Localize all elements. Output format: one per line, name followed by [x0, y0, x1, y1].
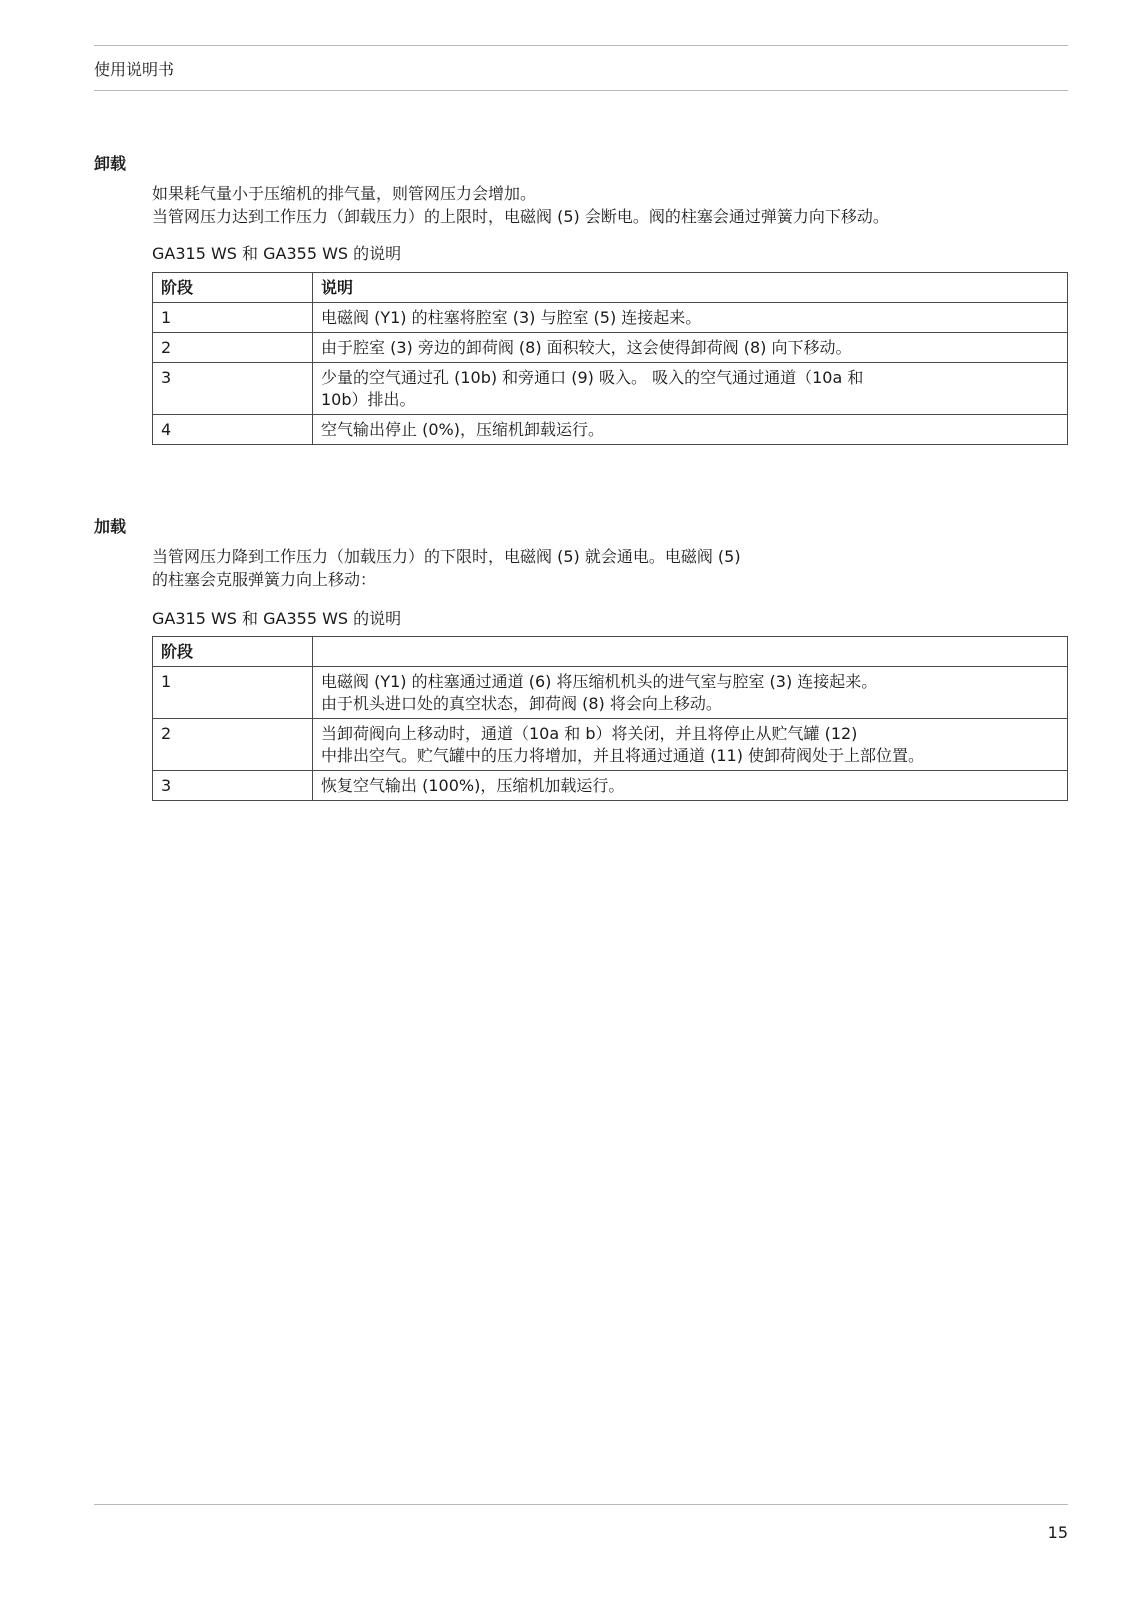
- table-row: [153, 771, 1068, 801]
- stage-cell: 2: [153, 719, 313, 771]
- stage-cell: 1: [153, 667, 313, 719]
- table-row: [153, 363, 1068, 415]
- description-cell: [313, 363, 1068, 415]
- description-line: 由于腔室 (3) 旁边的卸荷阀 (8) 面积较大，这会使得卸荷阀 (8) 向下移动。: [321, 338, 852, 357]
- stage-cell: 2: [153, 333, 313, 363]
- header-description: 说明: [313, 273, 1068, 303]
- table-row: [153, 667, 1068, 719]
- section-title-load: 加载: [94, 517, 127, 536]
- stage-cell: 4: [153, 415, 313, 445]
- description-cell: [313, 719, 1068, 771]
- unload-paragraph-line: 如果耗气量小于压缩机的排气量，则管网压力会增加。: [152, 184, 537, 203]
- table-header-row: [153, 637, 1068, 667]
- stage-cell: 3: [153, 363, 313, 415]
- table-row: [153, 333, 1068, 363]
- description-line: 10b）排出。: [321, 390, 416, 409]
- description-line: 当卸荷阀向上移动时，通道（10a 和 b）将关闭，并且将停止从贮气罐 (12): [321, 724, 858, 743]
- description-line: 由于机头进口处的真空状态，卸荷阀 (8) 将会向上移动。: [321, 694, 722, 713]
- stage-cell: 1: [153, 303, 313, 333]
- load-paragraph-line: 的柱塞会克服弹簧力向上移动：: [152, 570, 377, 589]
- description-cell: [313, 771, 1068, 801]
- table-header-row: [153, 273, 1068, 303]
- unload-table-caption: GA315 WS 和 GA355 WS 的说明: [152, 244, 402, 263]
- description-line: 电磁阀 (Y1) 的柱塞将腔室 (3) 与腔室 (5) 连接起来。: [321, 308, 702, 327]
- description-cell: [313, 303, 1068, 333]
- header-bottom-rule: [94, 90, 1068, 91]
- description-line: 电磁阀 (Y1) 的柱塞通过通道 (6) 将压缩机机头的进气室与腔室 (3) 连接起来。: [321, 672, 878, 691]
- header-top-rule: [94, 45, 1068, 46]
- unload-paragraph-line: 当管网压力达到工作压力（卸载压力）的上限时，电磁阀 (5) 会断电。阀的柱塞会通过弹簧力向下移动。: [152, 207, 889, 226]
- description-line: 中排出空气。贮气罐中的压力将增加，并且将通过通道 (11) 使卸荷阀处于上部位置。: [321, 746, 925, 765]
- description-line: 少量的空气通过孔 (10b) 和旁通口 (9) 吸入。 吸入的空气通过通道（10a 和: [321, 368, 864, 387]
- stage-cell: 3: [153, 771, 313, 801]
- table-row: [153, 719, 1068, 771]
- description-cell: [313, 333, 1068, 363]
- description-cell: [313, 667, 1068, 719]
- header-title: 使用说明书: [94, 60, 175, 79]
- table-row: [153, 415, 1068, 445]
- footer-rule: [94, 1504, 1068, 1505]
- description-cell: [313, 415, 1068, 445]
- description-line: 空气输出停止 (0%)，压缩机卸载运行。: [321, 420, 604, 439]
- page-number: 15: [1047, 1523, 1068, 1542]
- table-row: [153, 303, 1068, 333]
- unload-paragraph: [152, 182, 889, 228]
- load-table-caption: GA315 WS 和 GA355 WS 的说明: [152, 609, 402, 628]
- unload-table: [152, 272, 1068, 445]
- description-line: 恢复空气输出 (100%)，压缩机加载运行。: [321, 776, 625, 795]
- load-table: [152, 636, 1068, 801]
- section-title-unload: 卸载: [94, 154, 127, 173]
- load-paragraph: [152, 545, 741, 591]
- header-stage: 阶段: [153, 273, 313, 303]
- load-paragraph-line: 当管网压力降到工作压力（加载压力）的下限时，电磁阀 (5) 就会通电。电磁阀 (5): [152, 547, 741, 566]
- header-stage: 阶段: [153, 637, 313, 667]
- header-description: [313, 637, 1068, 667]
